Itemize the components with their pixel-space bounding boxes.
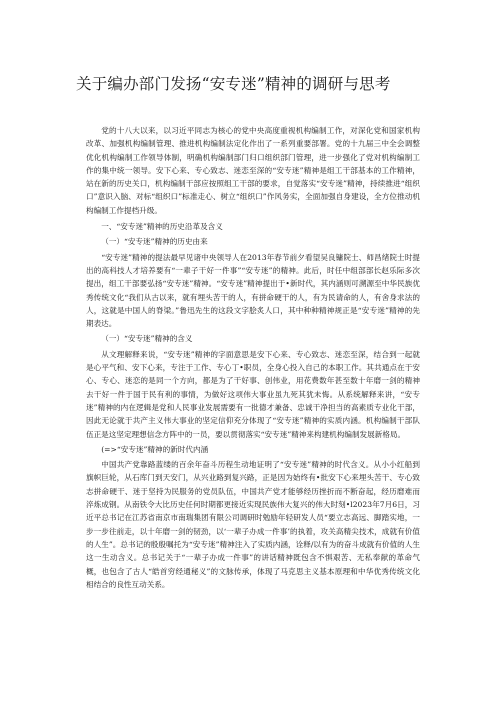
- new-era-paragraph: 中国共产党靠路蓝缕的百余年奋斗历程生动地证明了“安专迷”精神的时代含义。从小小红船到旗帜巨轮，从石库门到天安门，从兴业路到复兴路，正是因为始终有•批安下心来埋头苦干、专心致志拼命硬干、迷于坚持为民服务的党员队伍，中国共产党才能够经历挫折而不断奋起，经历磨难而淬炼成钢。从南铁令大比历史任何时期都更接近实现民族伟大复兴的伟大时刻•l2023年7月6日，习近平总书记在江苏省南京市南瑞集团有限公司调研时勉励年轻研发人员“要立志高远、脚踏实地，一步一步往前走，以十年磨一剑的韧劲，以‘一辈子办成一件事’的执着，攻关高精尖技术，成就有价值的人生”。总书记的殷殷嘱托为“安专迷”精神注入了实质内涵，诠释/以有为的奋斗成就有价值的人生这一生动含义。总书记关于“一辈子办成一件事”的讲话精神既包含不惧艰苦、无私奉献的革命气概，也包含了古人“皓首穷经通秘义”的文脉传承，体现了马克思主义基本原理和中华优秀传统文化相结合的良性互动关系。: [86, 460, 420, 589]
- subsection-heading-new-era: (=>“安专迷”精神的新时代内涵: [101, 444, 209, 454]
- meaning-paragraph: 从文理解释来说，“安专迷”精神的字面意思是安下心来、专心致志、迷恋至深，结合到一起就是心平气和、安下心来，专注于工作、专心丁•职员，全身心投入自己的本职工作。其共通点在于安心、专心、迷恋的是同一个方向，都是为了干好事、创伟业，用花费数年甚至数十年磨一剑的精神去干好一件于国于民有利的事情，为做好这项伟大事业虽九死其犹未悔。从系统解释来讲，“安专迷”精神的内在逻辑是党和人民事业发展需要有一批德才兼备、忠诚干净担当的高素质专业化干部，因此无论就于共产主义伟大事业的坚定信仰充分体现了“安专迷”精神的实质内涵。机构编制干部队伍正是这坚定理想信念方阵中的一员，要以贯彻落实“安专迷”精神来构建机构编制发展新格局。: [86, 349, 420, 439]
- subsection-heading-history: （一）“安专迷”精神的历史由来: [101, 237, 208, 247]
- section-heading-1: 一、“安专迷”精神的历史沿革及含义: [101, 222, 223, 232]
- document-body: [86, 124, 420, 591]
- subsection-heading-meaning: （一）“安专迷”精神的含义: [101, 334, 193, 344]
- intro-paragraph: 党的十八大以来，以习近平同志为核心的党中央高度重视机构编制工作，对深化党和国家机构改革、加强机构编制管理、推进机构编制法定化作出了一系列重要部署。党的十九届三中全会调整优化机构编制工作领导体制，明确机构编制部门归口组织部门管理，进一步强化了党对机构编制工作的集中统一领导。安下心来、专心致志、迷恋至深的“安专迷”精神是组工干部基本的工作精神，站在新的历史关口，机构编制干部应按照组工干部的要求，自觉落实“安专迷”精神，持续推进“组织口”意识入脑、对标“组织口”标准走心、树立“组织口”作风务实，全面加强自身建设，全方位推动机构编制工作提档升级。: [86, 126, 420, 215]
- history-paragraph: “安专迷”精神的提法最早见诸中央领导人在2013年春节前夕看望吴良镛院士、师昌绪院士时提出的高科技人才培养要有“一辈子干好一件事”“安专迷”的精神。此后，时任中组部部长赵乐际多次提出，组工干部要弘扬“安专迷”精神。“安专迷”精神提出于•新时代，其内涵则可溯源至中华民族优秀传统文化“我们从古以来，就有埋头苦干的人，有拼命硬干的人，有为民请命的人，有舍身求法的人，这就是中国人的脊梁。”鲁迅先生的这段文字脍炙人口，其中种种精神规正是“安专迷”精神的先期表达。: [86, 252, 420, 329]
- document-title: 关于编办部门发扬“安专迷”精神的调研与思考: [76, 75, 391, 93]
